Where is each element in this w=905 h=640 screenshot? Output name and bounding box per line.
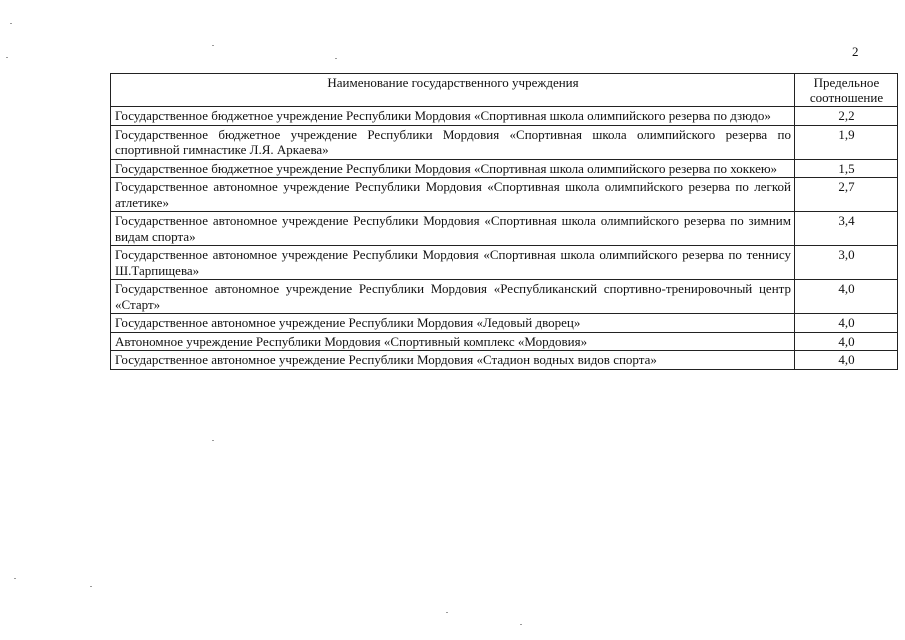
table-row — [111, 280, 898, 314]
scan-speck — [14, 578, 16, 579]
scan-speck — [212, 440, 214, 441]
table-row — [111, 332, 898, 351]
table-row — [111, 212, 898, 246]
institution-name: Государственное автономное учреждение Республики Мордовия «Республиканский спортивно-тренировочный центр «Старт» — [111, 280, 795, 314]
table-header-row — [111, 74, 898, 107]
scan-speck — [212, 45, 214, 46]
table-row — [111, 314, 898, 333]
institution-name: Государственное автономное учреждение Республики Мордовия «Ледовый дворец» — [111, 314, 795, 333]
table-row — [111, 125, 898, 159]
ratio-value: 2,2 — [795, 107, 898, 126]
institution-name: Государственное бюджетное учреждение Республики Мордовия «Спортивная школа олимпийского резерва по спортивной гимнастике Л.Я. Аркаева» — [111, 125, 795, 159]
scan-speck — [90, 586, 92, 587]
institution-name: Государственное автономное учреждение Республики Мордовия «Спортивная школа олимпийского резерва по легкой атлетике» — [111, 178, 795, 212]
scan-speck — [520, 624, 522, 625]
scan-speck — [10, 23, 12, 24]
institution-name: Государственное автономное учреждение Республики Мордовия «Спортивная школа олимпийского резерва по зимним видам спорта» — [111, 212, 795, 246]
table-row — [111, 178, 898, 212]
institution-name: Автономное учреждение Республики Мордовия «Спортивный комплекс «Мордовия» — [111, 332, 795, 351]
ratio-value: 3,0 — [795, 246, 898, 280]
ratio-value: 4,0 — [795, 314, 898, 333]
ratio-value: 4,0 — [795, 351, 898, 370]
scan-speck — [446, 612, 448, 613]
table-row — [111, 351, 898, 370]
table-row — [111, 246, 898, 280]
institution-name: Государственное автономное учреждение Республики Мордовия «Спортивная школа олимпийского резерва по теннису Ш.Тарпищева» — [111, 246, 795, 280]
ratio-value: 4,0 — [795, 332, 898, 351]
ratio-value: 2,7 — [795, 178, 898, 212]
column-header-ratio: Предельное соотношение — [795, 74, 898, 107]
ratio-value: 3,4 — [795, 212, 898, 246]
scan-speck — [335, 58, 337, 59]
table-row — [111, 107, 898, 126]
ratio-value: 1,9 — [795, 125, 898, 159]
column-header-name: Наименование государственного учреждения — [111, 74, 795, 107]
scan-speck — [6, 57, 8, 58]
institution-name: Государственное бюджетное учреждение Республики Мордовия «Спортивная школа олимпийского резерва по дзюдо» — [111, 107, 795, 126]
page-number: 2 — [852, 44, 859, 59]
institution-name: Государственное бюджетное учреждение Республики Мордовия «Спортивная школа олимпийского резерва по хоккею» — [111, 159, 795, 178]
table-row — [111, 159, 898, 178]
institution-name: Государственное автономное учреждение Республики Мордовия «Стадион водных видов спорта» — [111, 351, 795, 370]
ratio-value: 4,0 — [795, 280, 898, 314]
institutions-table — [110, 73, 898, 370]
ratio-value: 1,5 — [795, 159, 898, 178]
